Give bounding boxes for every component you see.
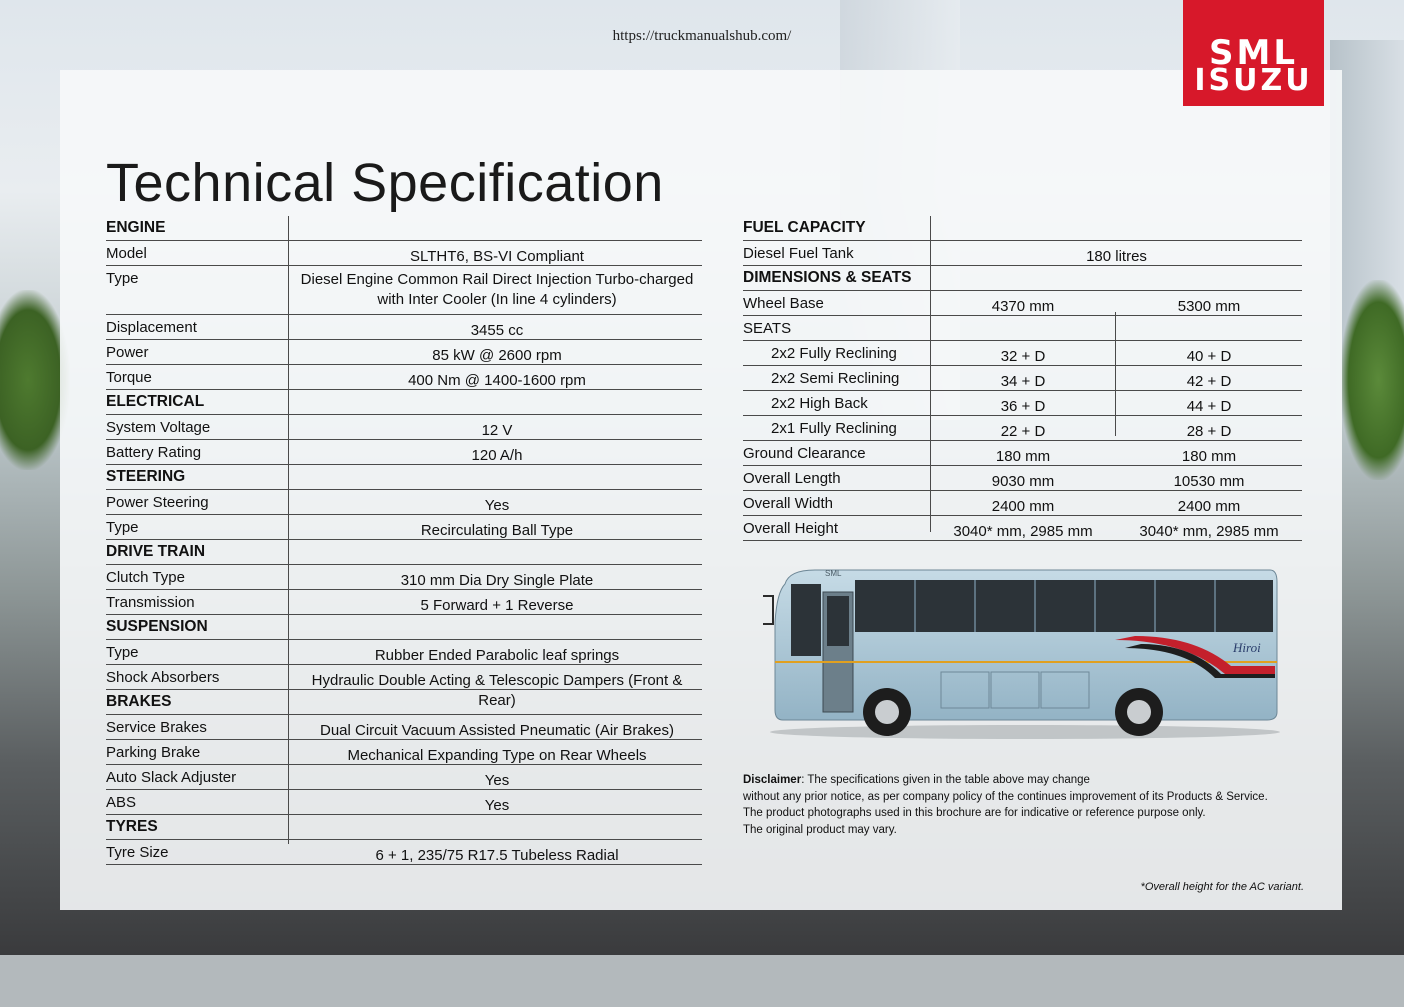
sml-isuzu-logo [1183,0,1324,106]
spec-label: Transmission [106,594,195,611]
spec-row [743,366,1302,391]
spec-row [743,441,1302,466]
bus-badge: Hiroi [1233,640,1261,655]
page-title: Technical Specification [106,153,664,214]
spec-label: Overall Height [743,520,839,537]
spec-value-long-wb: 180 mm [1181,448,1237,465]
spec-row [743,341,1302,366]
spec-value-short-wb: 9030 mm [991,473,1055,490]
bus-roof-brand: SML [825,569,842,578]
spec-row [106,765,702,790]
spec-row [106,515,702,540]
spec-label: ABS [106,794,137,811]
section-title: DIMENSIONS & SEATS [743,269,912,286]
spec-value: 180 litres [1086,248,1147,265]
spec-value-long-wb: 40 + D [1186,348,1232,365]
section-title: FUEL CAPACITY [743,219,866,236]
spec-value-short-wb: 180 mm [995,448,1051,465]
spec-label: Model [106,245,147,262]
section-title: BRAKES [106,693,172,710]
spec-value-long-wb: 2400 mm [1177,498,1241,515]
spec-label: Power [106,344,149,361]
spec-label: Diesel Fuel Tank [743,245,854,262]
spec-value: 3455 cc [470,322,524,339]
spec-value: 12 V [481,422,513,439]
spec-value-long-wb: 5300 mm [1177,298,1241,315]
section-title: SUSPENSION [106,618,208,635]
spec-value-short-wb: 3040* mm, 2985 mm [953,523,1093,540]
engine-spec-table [106,216,702,865]
spec-row [106,590,702,615]
spec-label: 2x2 Semi Reclining [771,370,900,387]
spec-label: Clutch Type [106,569,185,586]
section-header-row [106,815,702,840]
spec-row [106,241,702,266]
dimensions-spec-table [743,216,1302,541]
spec-value: 120 A/h [471,447,523,464]
spec-value: SLTHT6, BS-VI Compliant [410,248,584,265]
spec-row [106,740,702,765]
spec-row [106,440,702,465]
spec-label: 2x2 Fully Reclining [771,345,897,362]
spec-label: Type [106,644,139,661]
spec-label: Auto Slack Adjuster [106,769,237,786]
spec-label: Overall Length [743,470,841,487]
spec-value-short-wb: 36 + D [1000,398,1046,415]
spec-row [106,790,702,815]
section-header-row [106,615,702,640]
spec-value: Yes [484,797,510,814]
spec-value: 310 mm Dia Dry Single Plate [400,572,594,589]
spec-value: 5 Forward + 1 Reverse [420,597,574,614]
spec-row [106,365,702,390]
spec-row [106,490,702,515]
spec-row [743,241,1302,266]
spec-value-long-wb: 28 + D [1186,423,1232,440]
spec-row [106,840,702,865]
spec-value: Yes [484,497,510,514]
spec-row [743,516,1302,541]
spec-value-long-wb: 44 + D [1186,398,1232,415]
section-title: ELECTRICAL [106,393,205,410]
spec-row [106,340,702,365]
spec-row [743,291,1302,316]
disclaimer-line: without any prior notice, as per company policy of the continues improvement of its Products & Service. [743,790,1268,803]
spec-value: Hydraulic Double Acting & Telescopic Dampers (Front & Rear) [311,672,683,709]
spec-label: Torque [106,369,152,386]
spec-value: Recirculating Ball Type [420,522,574,539]
spec-label: Displacement [106,319,197,336]
spec-value-short-wb: 22 + D [1000,423,1046,440]
spec-label: System Voltage [106,419,211,436]
spec-row [743,466,1302,491]
section-title: ENGINE [106,219,166,236]
spec-row [106,640,702,665]
section-title: DRIVE TRAIN [106,543,206,560]
spec-value-short-wb: 2400 mm [991,498,1055,515]
spec-value-short-wb: 34 + D [1000,373,1046,390]
spec-row [106,315,702,340]
section-header-row [106,390,702,415]
spec-label: 2x2 High Back [771,395,868,412]
disclaimer [743,772,1313,838]
section-title: TYRES [106,818,158,835]
spec-label: Parking Brake [106,744,201,761]
site-url[interactable]: https://truckmanualshub.com/ [612,28,792,44]
section-header-row [106,690,702,715]
spec-label: Wheel Base [743,295,824,312]
spec-label: Shock Absorbers [106,669,220,686]
spec-value: Mechanical Expanding Type on Rear Wheels [347,747,647,764]
disclaimer-line: : The specifications given in the table above may change [801,774,1090,786]
section-title: STEERING [106,468,186,485]
spec-value: Dual Circuit Vacuum Assisted Pneumatic (Air Brakes) [319,722,674,739]
section-header-row [743,266,1302,291]
spec-row [743,416,1302,441]
spec-value-short-wb: 4370 mm [991,298,1055,315]
spec-value: Yes [484,772,510,789]
section-header-row [106,540,702,565]
section-header-row [106,216,702,241]
disclaimer-line: The product photographs used in this brochure are for indicative or reference purpose only. [743,807,1206,819]
spec-value-short-wb: 32 + D [1000,348,1046,365]
spec-label: Power Steering [106,494,209,511]
spec-label: SEATS [743,320,792,337]
spec-value: 85 kW @ 2600 rpm [432,347,562,364]
spec-label: Tyre Size [106,844,169,861]
disclaimer-line: The original product may vary. [743,823,897,836]
spec-value-long-wb: 3040* mm, 2985 mm [1139,523,1279,540]
spec-value-long-wb: 42 + D [1186,373,1232,390]
footnote: *Overall height for the AC variant. [1140,881,1304,893]
section-header-row [743,216,1302,241]
spec-row [743,316,1302,341]
spec-value-long-wb: 10530 mm [1173,473,1245,490]
footer-band [0,955,1404,1007]
spec-label: Type [106,270,139,287]
spec-value: Diesel Engine Common Rail Direct Injection Turbo-charged with Inter Cooler (In line 4 cylinders) [300,271,694,308]
spec-row [106,565,702,590]
spec-row [106,715,702,740]
spec-value: 400 Nm @ 1400-1600 rpm [408,372,586,389]
spec-row [743,491,1302,516]
bus-illustration [755,562,1285,742]
spec-label: Overall Width [743,495,834,512]
spec-label: Ground Clearance [743,445,866,462]
spec-row [743,391,1302,416]
disclaimer-heading: Disclaimer [743,774,802,786]
background-trees [1340,280,1404,480]
spec-row [106,415,702,440]
section-header-row [106,465,702,490]
logo-line-1: SML [1209,33,1298,73]
spec-label: Service Brakes [106,719,207,736]
spec-value: 6 + 1, 235/75 R17.5 Tubeless Radial [375,847,619,864]
spec-label: Type [106,519,139,536]
spec-label: Battery Rating [106,444,202,461]
spec-label: 2x1 Fully Reclining [771,420,897,437]
spec-value: Rubber Ended Parabolic leaf springs [374,647,620,664]
logo-line-2: ISUZU [1194,63,1313,98]
spec-row [106,266,702,315]
